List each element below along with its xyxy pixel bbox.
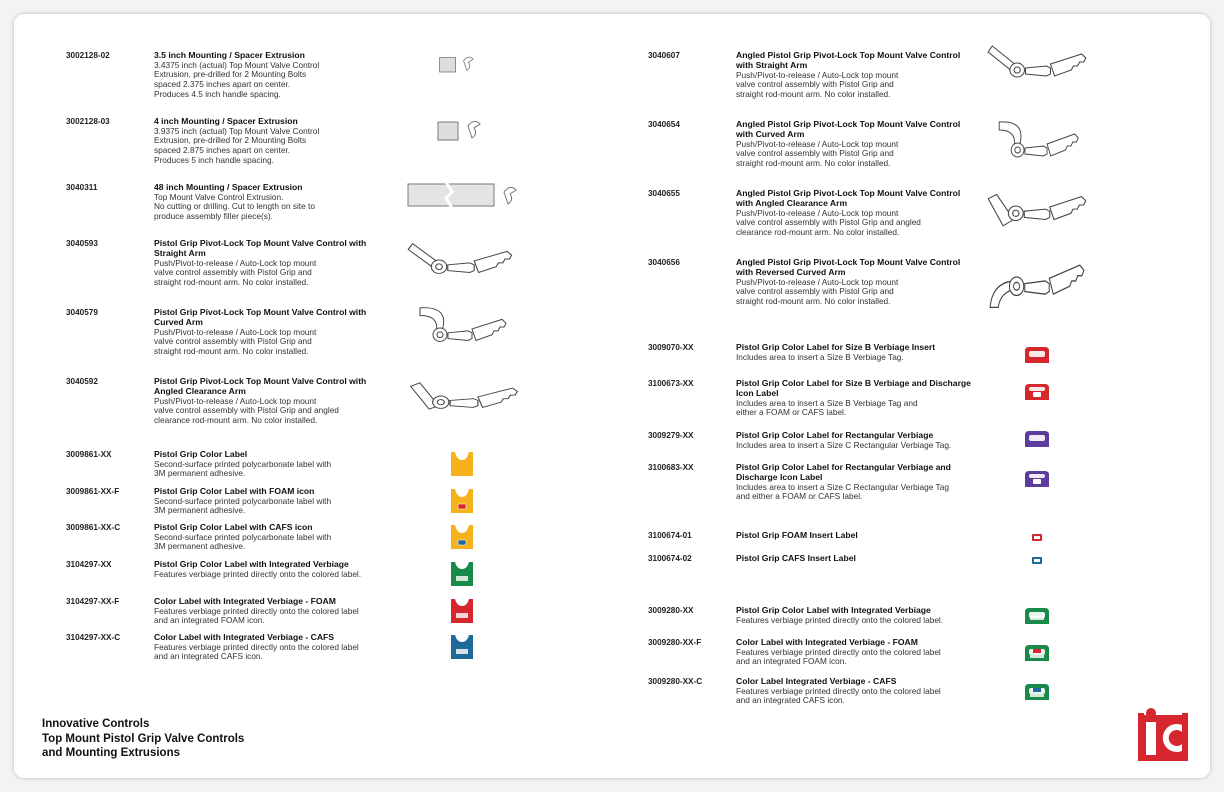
long-extrusion-figure [406,180,526,208]
product-description-line: Includes area to insert a Size C Rectangular Verbiage Tag [736,481,949,492]
product-title: Pistol Grip Pivot-Lock Top Mount Valve Control with Straight Arm [154,238,367,258]
product-entry [154,239,389,287]
part-number: 3009280-XX-F [648,638,702,647]
product-description-line: clearance rod-mount arm. No color installed. [736,226,900,237]
part-number: 3040593 [66,239,98,248]
product-entry [154,487,389,516]
product-entry [736,51,971,99]
part-number: 3040654 [648,120,680,129]
part-number: 3100673-XX [648,379,694,388]
part-number: 3104297-XX [66,560,112,569]
product-description-line: Second-surface printed polycarbonate label with [154,495,332,506]
product-description-line: Second-surface printed polycarbonate label with [154,531,332,542]
product-description-line: valve control assembly with Pistol Grip and angled [736,217,921,228]
ic-logo [1138,705,1188,761]
part-number: 3040655 [648,189,680,198]
tag-purple-icon-figure [1020,468,1054,492]
product-title: Pistol Grip Color Label [154,449,248,459]
part-number: 3009280-XX [648,606,694,615]
short-extrusion-figure [438,50,478,78]
label-yellow-foam-figure [448,487,476,515]
product-description-line: Push/Pivot-to-release / Auto-Lock top mount [154,257,317,268]
product-description-line: Features verbiage printed directly onto the colored label. [154,568,362,579]
product-description-line: Push/Pivot-to-release / Auto-Lock top mount [154,326,317,337]
product-entry [154,450,389,479]
product-entry [154,377,389,425]
product-entry [736,638,971,667]
product-description-line: Features verbiage printed directly onto the colored label [736,685,941,696]
product-entry [736,258,971,306]
product-title: Pistol Grip CAFS Insert Label [736,553,856,563]
product-description-line: Push/Pivot-to-release / Auto-Lock top mount [736,138,899,149]
product-description-line: valve control assembly with Pistol Grip and [736,79,894,90]
product-description-line: Features verbiage printed directly onto the colored label [154,605,359,616]
product-entry [736,531,971,541]
product-title: Pistol Grip Pivot-Lock Top Mount Valve Control with Curved Arm [154,307,367,327]
grip-angled-figure [406,374,522,418]
tag-red-figure [1020,344,1054,368]
product-entry [736,379,971,418]
product-description-line: spaced 2.375 inches apart on center. [154,78,291,89]
part-number: 3040656 [648,258,680,267]
footer-line-2: Top Mount Pistol Grip Valve Controls [42,732,245,745]
product-description-line: 3M permanent adhesive. [154,468,246,479]
product-description-line: and an integrated FOAM icon. [154,615,265,626]
product-description-line: straight rod-mount arm. No color installed. [736,88,891,99]
part-number: 3100674-01 [648,531,692,540]
part-number: 3002128-02 [66,51,110,60]
product-description-line: Push/Pivot-to-release / Auto-Lock top mount [736,276,899,287]
label-yellow-cafs-figure [448,523,476,551]
product-description-line: Extrusion, pre-drilled for 2 Mounting Bolts [154,135,307,146]
product-entry [154,117,389,165]
part-number: 3002128-03 [66,117,110,126]
tag-green-foam-figure [1020,643,1054,665]
product-entry [736,463,971,502]
product-title: Color Label with Integrated Verbiage - CAFS [154,632,335,642]
product-description-line: straight rod-mount arm. No color installed. [736,157,891,168]
grip-curved-figure [410,304,510,352]
part-number: 3100683-XX [648,463,694,472]
label-yellow-figure [448,450,476,478]
product-entry [736,554,971,564]
product-description-line: Includes area to insert a Size B Verbiage Tag. [736,351,904,362]
part-number: 3009279-XX [648,431,694,440]
grip-straight-figure [406,236,516,284]
product-entry [736,189,971,237]
label-red-foam-figure [448,597,476,625]
product-description-line: valve control assembly with Pistol Grip and [736,148,894,159]
short-extrusion-figure [436,116,486,144]
product-entry [154,51,389,99]
product-title: Color Label with Integrated Verbiage - FOAM [736,637,918,647]
tag-red-icon-figure [1020,381,1054,405]
product-description-line: and an integrated FOAM icon. [736,656,847,667]
product-description-line: and an integrated CAFS icon. [154,651,263,662]
product-description-line: valve control assembly with Pistol Grip and angled [154,405,339,416]
tag-green-figure [1020,606,1054,628]
product-title: Angled Pistol Grip Pivot-Lock Top Mount Valve Control with Angled Clearance Arm [736,188,961,208]
mini-cafs-figure [1028,554,1046,566]
product-entry [154,308,389,356]
product-entry [736,431,971,450]
part-number: 3104297-XX-F [66,597,120,606]
product-entry [736,343,971,362]
product-title: Color Label Integrated Verbiage - CAFS [736,676,897,686]
angled-curved-figure [990,118,1082,168]
product-title: Pistol Grip Color Label with Integrated Verbiage [736,605,931,615]
product-description-line: valve control assembly with Pistol Grip and [154,267,312,278]
part-number: 3040592 [66,377,98,386]
product-title: Angled Pistol Grip Pivot-Lock Top Mount Valve Control with Reversed Curved Arm [736,257,961,277]
product-description-line: Extrusion, pre-drilled for 2 Mounting Bolts [154,69,307,80]
angled-straight-figure [986,38,1090,88]
tag-purple-figure [1020,428,1054,452]
product-title: Pistol Grip Pivot-Lock Top Mount Valve Control with Angled Clearance Arm [154,376,367,396]
product-description-line: 3.9375 inch (actual) Top Mount Valve Control [154,125,320,136]
product-description-line: 3.4375 inch (actual) Top Mount Valve Control [154,59,320,70]
product-description-line: valve control assembly with Pistol Grip and [736,286,894,297]
part-number: 3009070-XX [648,343,694,352]
product-title: Pistol Grip Color Label for Size B Verbiage and Discharge Icon Label [736,378,971,398]
product-title: 48 inch Mounting / Spacer Extrusion [154,182,303,192]
product-description-line: Top Mount Valve Control Extrusion. [154,191,284,202]
product-description-line: Second-surface printed polycarbonate label with [154,458,332,469]
product-description-line: either a FOAM or CAFS label. [736,407,847,418]
mini-foam-figure [1028,531,1046,543]
product-description-line: Push/Pivot-to-release / Auto-Lock top mount [736,69,899,80]
product-description-line: produce assembly filler piece(s). [154,210,273,221]
product-description-line: clearance rod-mount arm. No color installed. [154,414,318,425]
product-description-line: 3M permanent adhesive. [154,541,246,552]
product-description-line: spaced 2.875 inches apart on center. [154,144,291,155]
product-entry [736,606,971,625]
product-title: Pistol Grip Color Label for Rectangular Verbiage [736,430,934,440]
product-title: Pistol Grip Color Label for Rectangular Verbiage and Discharge Icon Label [736,462,951,482]
product-entry [736,677,971,706]
part-number: 3009861-XX-F [66,487,120,496]
part-number: 3040579 [66,308,98,317]
part-number: 3040311 [66,183,98,192]
part-number: 3009861-XX-C [66,523,121,532]
product-title: Angled Pistol Grip Pivot-Lock Top Mount Valve Control with Curved Arm [736,119,961,139]
product-entry [154,523,389,552]
product-title: Pistol Grip Color Label with Integrated Verbiage [154,559,349,569]
product-description-line: and an integrated CAFS icon. [736,695,845,706]
product-title: Pistol Grip Color Label with CAFS icon [154,522,313,532]
product-title: Angled Pistol Grip Pivot-Lock Top Mount Valve Control with Straight Arm [736,50,961,70]
product-description-line: 3M permanent adhesive. [154,505,246,516]
product-entry [154,183,389,222]
footer-line-1: Innovative Controls [42,718,150,730]
product-entry [154,633,389,662]
product-entry [154,597,389,626]
product-title: 4 inch Mounting / Spacer Extrusion [154,116,298,126]
part-number: 3104297-XX-C [66,633,121,642]
angled-clearance-figure [984,180,1090,232]
product-description-line: Produces 5 inch handle spacing. [154,154,274,165]
product-description-line: Push/Pivot-to-release / Auto-Lock top mount [736,207,899,218]
product-description-line: and either a FOAM or CAFS label. [736,491,863,502]
label-green-figure [448,560,476,588]
footer-title [42,717,244,761]
product-description-line: No cutting or drilling. Cut to length on site to [154,201,315,212]
product-entry [736,120,971,168]
product-entry [154,560,389,579]
product-description-line: Push/Pivot-to-release / Auto-Lock top mount [154,395,317,406]
label-blue-cafs-figure [448,633,476,663]
product-description-line: Features verbiage printed directly onto the colored label. [736,614,944,625]
footer-line-3: and Mounting Extrusions [42,747,180,759]
tag-green-cafs-figure [1020,682,1054,704]
part-number: 3100674-02 [648,554,692,563]
product-title: Pistol Grip Color Label with FOAM icon [154,486,315,496]
product-title: Pistol Grip FOAM Insert Label [736,530,858,540]
part-number: 3009280-XX-C [648,677,703,686]
angled-reversed-figure [986,244,1088,310]
product-title: Color Label with Integrated Verbiage - FOAM [154,596,336,606]
product-description-line: Features verbiage printed directly onto the colored label [154,641,359,652]
part-number: 3009861-XX [66,450,112,459]
product-description-line: Produces 4.5 inch handle spacing. [154,88,281,99]
product-title: Pistol Grip Color Label for Size B Verbiage Insert [736,342,936,352]
product-title: 3.5 inch Mounting / Spacer Extrusion [154,50,305,60]
product-description-line: straight rod-mount arm. No color installed. [154,276,309,287]
product-description-line: valve control assembly with Pistol Grip and [154,336,312,347]
product-description-line: Includes area to insert a Size B Verbiage Tag and [736,397,918,408]
product-description-line: Features verbiage printed directly onto the colored label [736,646,941,657]
product-description-line: Includes area to insert a Size C Rectangular Verbiage Tag. [736,439,952,450]
product-description-line: straight rod-mount arm. No color installed. [154,345,309,356]
product-description-line: straight rod-mount arm. No color installed. [736,295,891,306]
part-number: 3040607 [648,51,680,60]
